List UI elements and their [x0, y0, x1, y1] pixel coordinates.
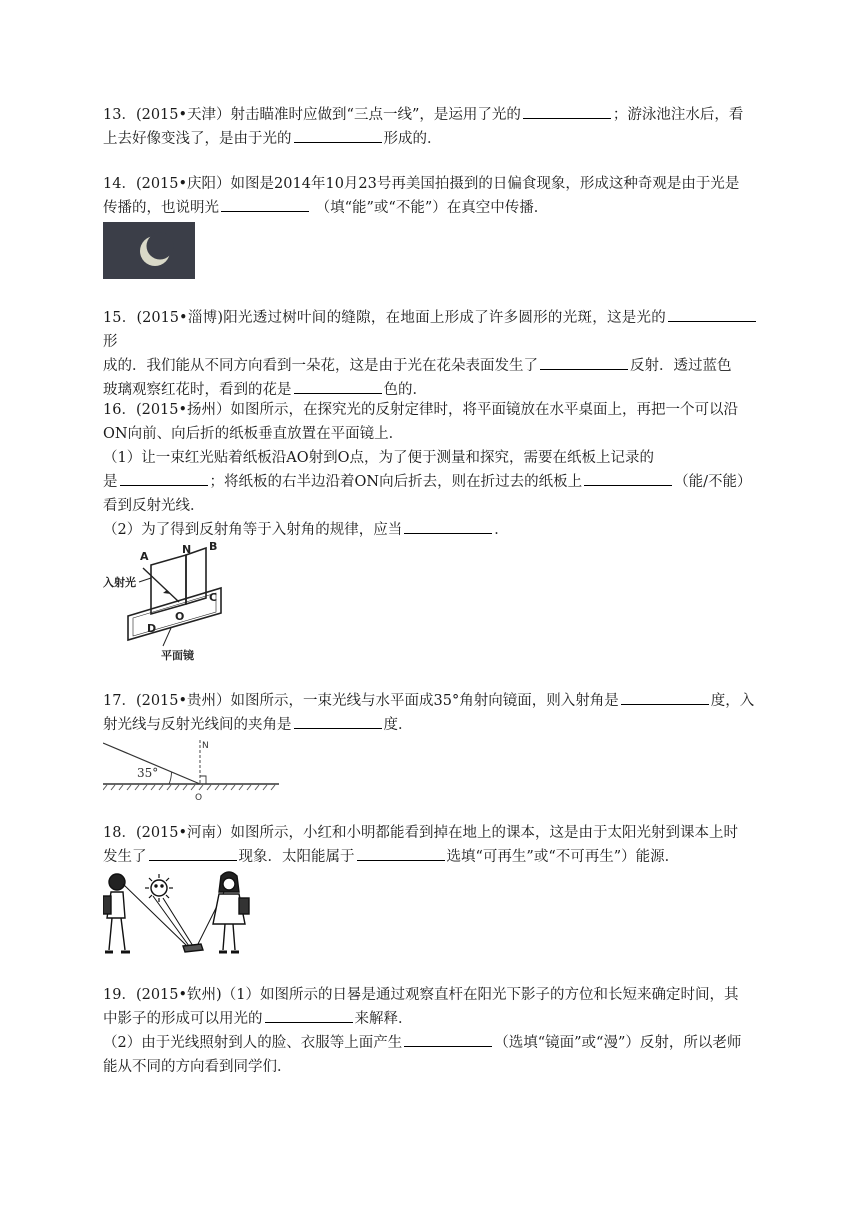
solar-eclipse-photo	[103, 222, 195, 279]
label-incident-light: 入射光	[103, 576, 136, 589]
mirror-angle-diagram	[103, 736, 279, 804]
label-plane-mirror: 平面镜	[161, 649, 194, 662]
label-d: D	[147, 622, 157, 635]
q19-line3-b: （选填“镜面”或“漫”）反射，所以老师	[494, 1035, 742, 1051]
answer-blank	[357, 846, 445, 861]
question-19	[103, 983, 758, 1079]
q18-line2-a: 发生了	[103, 849, 147, 865]
q15-line3-b: 色的．	[383, 382, 427, 398]
sun-and-textbook-illustration	[103, 870, 259, 960]
q17-line2-a: 射光线与反射光线间的夹角是	[103, 717, 292, 733]
q15-line2-b: 反射．透过蓝色	[630, 358, 732, 374]
q16-line5: 看到反射光线．	[103, 498, 205, 514]
q14-line2-b: （填“能”或“不能”）在真空中传播．	[311, 200, 549, 216]
answer-blank	[294, 128, 382, 143]
q13-line1-b: ；游泳池注水后，看	[612, 107, 744, 123]
question-13	[103, 103, 758, 151]
q13-line1-a: 13．(2015•天津）射击瞄准时应做到“三点一线”，是运用了光的	[103, 107, 521, 123]
q18-line2-c: 选填“可再生”或“不可再生”）能源．	[446, 849, 680, 865]
answer-blank	[621, 690, 709, 705]
answer-blank	[584, 471, 672, 486]
q16-line4-a: 是	[103, 474, 118, 490]
label-o: O	[175, 610, 185, 623]
q18-line2-b: 现象．太阳能属于	[238, 849, 355, 865]
answer-blank	[404, 1032, 492, 1047]
q15-line3-a: 玻璃观察红花时，看到的花是	[103, 382, 292, 398]
q16-line2: ON向前、向后折的纸板垂直放置在平面镜上．	[103, 426, 404, 442]
label-normal-n: N	[202, 741, 209, 751]
question-18	[103, 821, 758, 869]
q13-line2-b: 形成的．	[383, 131, 442, 147]
question-16	[103, 398, 758, 542]
q14-line1: 14．(2015•庆阳）如图是2014年10月23号再美国拍摄到的日偏食现象，形成这种奇观是由于光是	[103, 176, 740, 192]
q15-line2-a: 成的．我们能从不同方向看到一朵花，这是由于光在花朵表面发生了	[103, 358, 538, 374]
q19-line1: 19．(2015•钦州)（1）如图所示的日晷是通过观察直杆在阳光下影子的方位和长短来确定时间，其	[103, 987, 739, 1003]
answer-blank	[149, 846, 237, 861]
q17-line2-b: 度．	[383, 717, 413, 733]
q16-line6-b: ．	[494, 522, 509, 538]
q16-line4-c: （能/不能）	[674, 474, 752, 490]
question-14	[103, 172, 758, 220]
q18-line1: 18．(2015•河南）如图所示，小红和小明都能看到掉在地上的课本，这是由于太阳光射到课本上时	[103, 825, 739, 841]
answer-blank	[265, 1008, 353, 1023]
q15-line1-b: 形	[103, 334, 118, 350]
label-n: N	[182, 543, 192, 556]
q19-line2-b: 来解释．	[354, 1011, 413, 1027]
label-c: C	[209, 591, 218, 604]
answer-blank	[404, 519, 492, 534]
q15-line1-a: 15．(2015•淄博)阳光透过树叶间的缝隙，在地面上形成了许多圆形的光斑，这是光的	[103, 310, 666, 326]
label-a: A	[140, 550, 149, 563]
answer-blank	[120, 471, 208, 486]
label-angle: 35°	[137, 766, 159, 780]
q19-line4: 能从不同的方向看到同学们．	[103, 1059, 292, 1075]
q13-line2-a: 上去好像变浅了，是由于光的	[103, 131, 292, 147]
answer-blank	[294, 714, 382, 729]
q16-line1: 16．(2015•扬州）如图所示，在探究光的反射定律时，将平面镜放在水平桌面上，再把一个可以沿	[103, 402, 739, 418]
q14-line2-a: 传播的，也说明光	[103, 200, 219, 216]
answer-blank	[540, 355, 628, 370]
answer-blank	[221, 197, 309, 212]
q19-line2-a: 中影子的形成可以用光的	[103, 1011, 263, 1027]
q19-line3-a: （2）由于光线照射到人的脸、衣服等上面产生	[103, 1035, 403, 1051]
q17-line1-a: 17．(2015•贵州）如图所示，一束光线与水平面成35°角射向镜面，则入射角是	[103, 693, 619, 709]
q16-line6-a: （2）为了得到反射角等于入射角的规律，应当	[103, 522, 403, 538]
reflection-experiment-diagram	[103, 538, 223, 662]
q17-line1-b: 度，入	[710, 693, 755, 709]
label-b: B	[209, 540, 218, 553]
q16-line3: （1）让一束红光贴着纸板沿AO射到O点，为了便于测量和探究，需要在纸板上记录的	[103, 450, 654, 466]
question-17	[103, 689, 758, 737]
q16-line4-b: ；将纸板的右半边沿着ON向后折去，则在折过去的纸板上	[209, 474, 583, 490]
label-point-o: O	[195, 793, 203, 803]
question-15	[103, 306, 758, 402]
answer-blank	[294, 379, 382, 394]
answer-blank	[523, 104, 611, 119]
answer-blank	[668, 307, 756, 322]
